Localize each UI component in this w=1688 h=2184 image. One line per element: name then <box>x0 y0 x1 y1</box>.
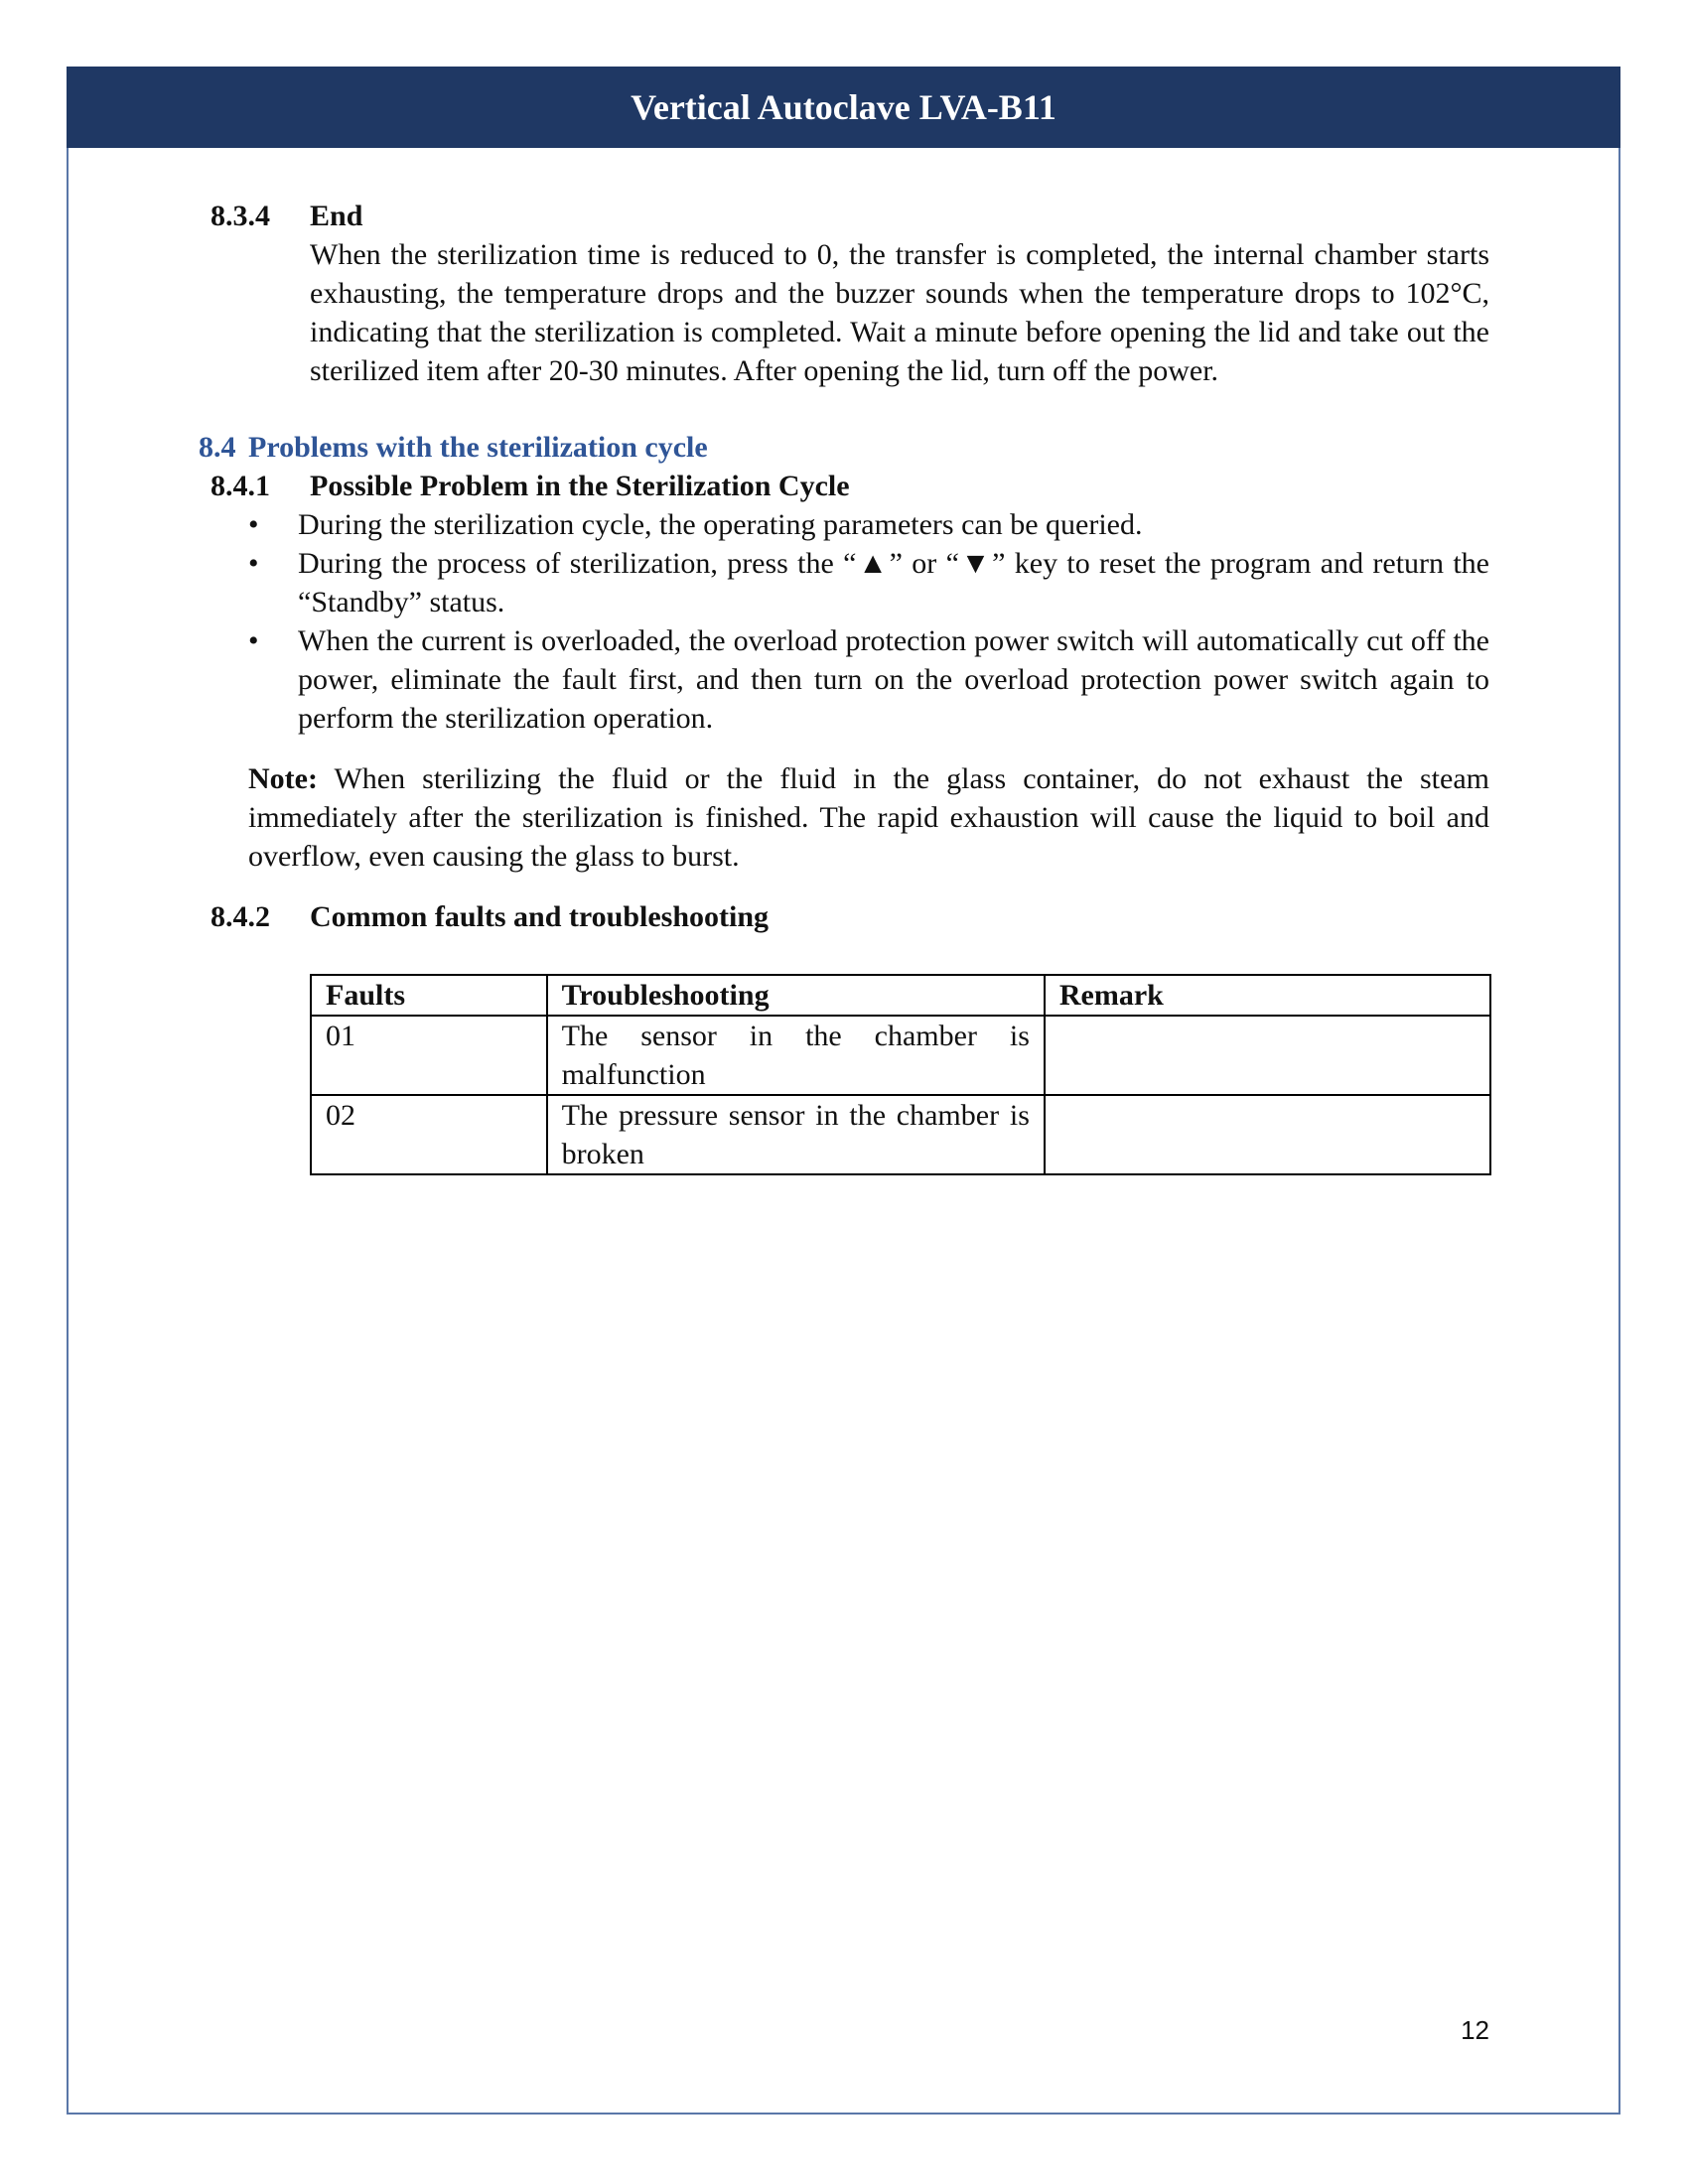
section-8-4-heading <box>199 428 1489 467</box>
document-title: Vertical Autoclave LVA-B11 <box>631 87 1056 127</box>
bullet-icon: • <box>248 624 259 657</box>
subsection-number: 8.3.4 <box>211 200 270 232</box>
subsection-8-4-2-heading <box>211 897 1489 936</box>
section-title: Problems with the sterilization cycle <box>248 431 708 464</box>
subsection-8-3-4-heading <box>211 197 1489 235</box>
remark-cell <box>1045 1095 1490 1174</box>
bullet-icon: • <box>248 547 259 580</box>
subsection-title: Common faults and troubleshooting <box>310 900 770 933</box>
table-row <box>311 1016 1490 1095</box>
remark-cell <box>1045 1016 1490 1095</box>
fault-code-cell: 01 <box>311 1016 547 1095</box>
troubleshooting-cell: The sensor in the chamber is malfunction <box>547 1016 1045 1095</box>
table-header-row <box>311 975 1490 1016</box>
section-number: 8.4 <box>199 431 236 464</box>
list-item <box>248 621 1489 738</box>
problem-bullet-list <box>248 505 1489 738</box>
list-item-text: When the current is overloaded, the overload protection power switch will automatically cut off the power, eliminate the fault first, and then turn on the overload protection power switch again to perform the sterilization operation. <box>298 624 1489 735</box>
main-content <box>199 197 1489 1175</box>
subsection-8-4-1-heading <box>211 467 1489 505</box>
subsection-8-3-4-text: When the sterilization time is reduced to 0, the transfer is completed, the internal chamber starts exhausting, the temperature drops and the buzzer sounds when the temperature drops to 102°C, indicating that the sterilization is completed. Wait a minute before opening the lid and take out the sterilized item after 20-30 minutes. After opening the lid, turn off the power. <box>310 238 1489 387</box>
fault-code-cell: 02 <box>311 1095 547 1174</box>
bullet-icon: • <box>248 508 259 541</box>
column-header-troubleshooting: Troubleshooting <box>547 975 1045 1016</box>
subsection-title: Possible Problem in the Sterilization Cycle <box>310 470 850 502</box>
faults-table <box>310 974 1491 1175</box>
page-header <box>67 67 1620 148</box>
troubleshooting-cell: The pressure sensor in the chamber is broken <box>547 1095 1045 1174</box>
note-label: Note: <box>248 762 318 795</box>
list-item <box>248 544 1489 621</box>
subsection-title: End <box>310 200 363 232</box>
page-number: 12 <box>1461 2015 1489 2045</box>
list-item-text: During the process of sterilization, press the “▲” or “▼” key to reset the program and return the “Standby” status. <box>298 547 1489 618</box>
list-item-text: During the sterilization cycle, the operating parameters can be queried. <box>298 508 1143 541</box>
column-header-faults: Faults <box>311 975 547 1016</box>
column-header-remark: Remark <box>1045 975 1490 1016</box>
subsection-number: 8.4.1 <box>211 470 270 502</box>
list-item <box>248 505 1489 544</box>
note-paragraph <box>248 759 1489 876</box>
subsection-number: 8.4.2 <box>211 900 270 933</box>
table-row <box>311 1095 1490 1174</box>
note-text: When sterilizing the fluid or the fluid in the glass container, do not exhaust the steam immediately after the sterilization is finished. The rapid exhaustion will cause the liquid to boil and overflow, even causing the glass to burst. <box>248 762 1489 873</box>
